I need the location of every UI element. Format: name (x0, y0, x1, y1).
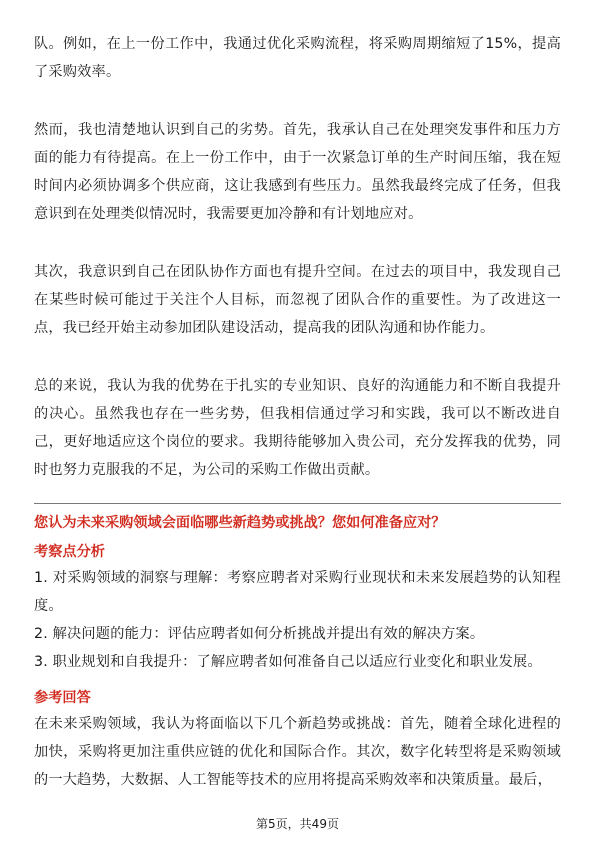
reference-answer-text: 在未来采购领域，我认为将面临以下几个新趋势或挑战：首先，随着全球化进程的加快，采购将更加注重供应链的优化和国际合作。其次，数字化转型将是采购领域的一大趋势，大数据、人工智能等技术的应用将提高采购效率和决策质量。最后， (34, 716, 561, 788)
analysis-point-1: 1. 对采购领域的洞察与理解：考察应聘者对采购行业现状和未来发展趋势的认知程度。 (34, 570, 561, 614)
page-number-footer: 第5页，共49页 (256, 817, 339, 831)
body-paragraph-3: 其次，我意识到自己在团队协作方面也有提升空间。在过去的项目中，我发现自己在某些时候可能过于关注个人目标，而忽视了团队合作的重要性。为了改进这一点，我已经开始主动参加团队建设活动，提高我的团队沟通和协作能力。 (34, 264, 561, 336)
body-paragraph-2: 然而，我也清楚地认识到自己的劣势。首先，我承认自己在处理突发事件和压力方面的能力有待提高。在上一份工作中，由于一次紧急订单的生产时间压缩，我在短时间内必须协调多个供应商，这让我感到有些压力。虽然我最终完成了任务，但我意识到在处理类似情况时，我需要更加冷静和有计划地应对。 (34, 122, 561, 222)
analysis-heading: 考察点分析 (34, 544, 105, 560)
analysis-point-list (34, 564, 561, 676)
reference-answer-heading: 参考回答 (34, 690, 91, 706)
analysis-point-3: 3. 职业规划和自我提升：了解应聘者如何准备自己以适应行业变化和职业发展。 (34, 654, 542, 670)
section-divider (34, 503, 561, 504)
body-paragraph-4: 总的来说，我认为我的优势在于扎实的专业知识、良好的沟通能力和不断自我提升的决心。虽然我也存在一些劣势，但我相信通过学习和实践，我可以不断改进自己，更好地适应这个岗位的要求。我期待能够加入贵公司，充分发挥我的优势，同时也努力克服我的不足，为公司的采购工作做出贡献。 (34, 378, 561, 478)
interview-question: 您认为未来采购领域会面临哪些新趋势或挑战？您如何准备应对？ (34, 515, 446, 531)
body-paragraph-1: 队。例如，在上一份工作中，我通过优化采购流程，将采购周期缩短了15%，提高了采购效率。 (34, 36, 561, 80)
analysis-point-2: 2. 解决问题的能力：评估应聘者如何分析挑战并提出有效的解决方案。 (34, 626, 485, 642)
